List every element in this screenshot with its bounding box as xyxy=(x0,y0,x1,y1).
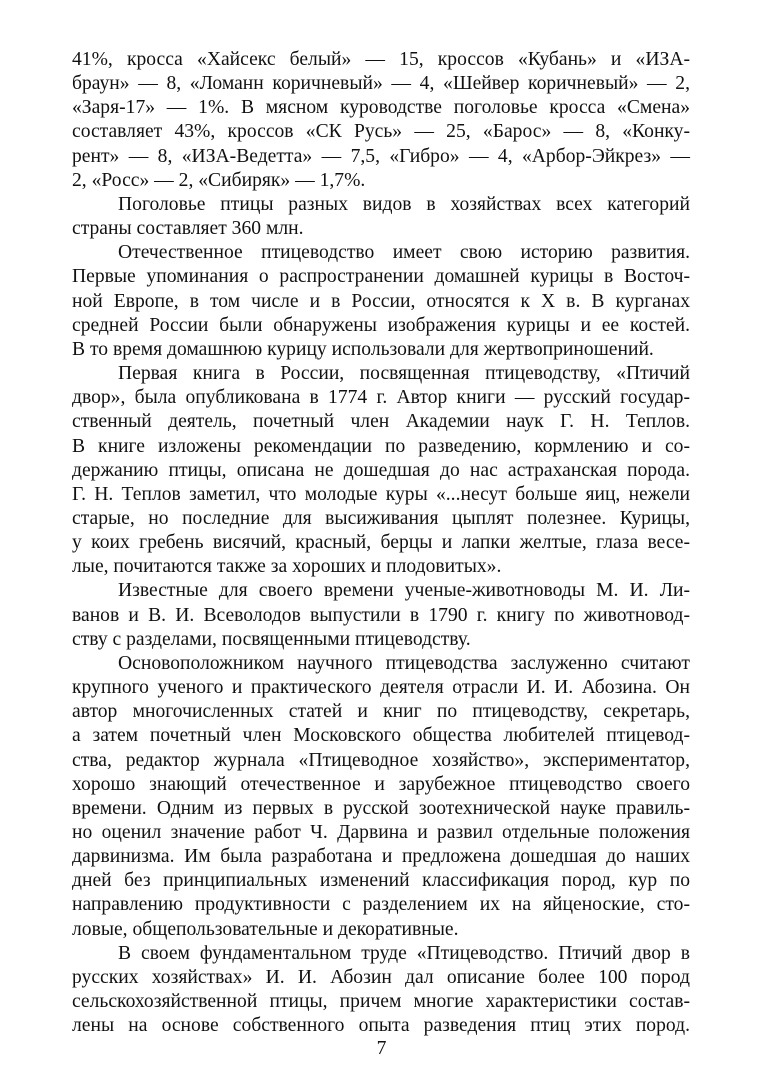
text-line: времени. Одним из первых в русской зоотехнической науке правиль- xyxy=(72,797,690,819)
text-line: держанию птицы, описана не дошедшая до нас астраханская порода. xyxy=(72,459,690,481)
text-line: дарвинизма. Им была разработана и предложена дошедшая до наших xyxy=(72,846,690,868)
text-line: а затем почетный член Московского общества любителей птицевод- xyxy=(72,725,690,747)
text-line: русских хозяйствах» И. И. Абозин дал описание более 100 пород xyxy=(72,966,690,988)
page-number: 7 xyxy=(376,1038,387,1059)
text-line: ловые, общепользовательные и декоративные. xyxy=(72,918,459,940)
text-line: автор многочисленных статей и книг по птицеводству, секретарь, xyxy=(72,701,690,723)
text-line: браун» — 8, «Ломанн коричневый» — 4, «Шейвер коричневый» — 2, xyxy=(72,73,690,95)
text-line: старые, но последние для высиживания цыплят полезнее. Курицы, xyxy=(72,507,690,529)
text-line: но оценил значение работ Ч. Дарвина и развил отдельные положения xyxy=(72,822,690,843)
paragraph-3 xyxy=(72,241,690,362)
text-line: ванов и В. И. Всеволодов выпустили в 1790 г. книгу по животновод- xyxy=(72,604,690,626)
text-line: у коих гребень висячий, красный, берцы и лапки желтые, глаза весе- xyxy=(72,532,690,554)
text-line: составляет 43%, кроссов «СК Русь» — 25, «Барос» — 8, «Конку- xyxy=(72,121,690,143)
paragraph-5 xyxy=(72,579,690,651)
text-line: Г. Н. Теплов заметил, что молодые куры «...несут больше яиц, нежели xyxy=(72,483,690,505)
text-line: рент» — 8, «ИЗА-Ведетта» — 7,5, «Гибро» — 4, «Арбор-Эйкрез» — xyxy=(72,145,690,167)
text-line: лены на основе собственного опыта разведения птиц этих пород. xyxy=(72,1015,690,1037)
text-line: В книге изложены рекомендации по разведению, кормлению и со- xyxy=(72,435,690,457)
text-line: ству с разделами, посвященными птицеводству. xyxy=(72,628,471,650)
text-line: «Заря-17» — 1%. В мясном куроводстве поголовье кросса «Смена» xyxy=(72,97,690,119)
text-line: ственный деятель, почетный член Академии наук Г. Н. Теплов. xyxy=(72,411,690,433)
text-line: 2, «Росс» — 2, «Сибиряк» — 1,7%. xyxy=(72,169,366,191)
text-line: средней России были обнаружены изображения курицы и ее костей. xyxy=(72,314,690,336)
text-line: двор», была опубликована в 1774 г. Автор книги — русский государ- xyxy=(72,387,690,409)
paragraph-1 xyxy=(72,48,690,193)
text-line: ной Европе, в том числе и в России, относятся к X в. В курганах xyxy=(72,290,690,312)
text-line: В то время домашнюю курицу использовали для жертвоприношений. xyxy=(72,338,654,360)
text-line: 41%, кросса «Хайсекс белый» — 15, кроссов «Кубань» и «ИЗА- xyxy=(72,49,690,70)
document-page xyxy=(72,48,690,1038)
paragraph-4 xyxy=(72,362,690,579)
text-line: хорошо знающий отечественное и зарубежное птицеводство своего xyxy=(72,773,690,795)
text-line: Первые упоминания о распространении домашней курицы в Восточ- xyxy=(72,266,690,288)
text-line: В своем фундаментальном труде «Птицеводство. Птичий двор в xyxy=(118,942,690,964)
paragraph-6 xyxy=(72,652,690,942)
text-line: ства, редактор журнала «Птицеводное хозяйство», экспериментатор, xyxy=(72,749,690,771)
text-line: лые, почитаются также за хороших и плодовитых». xyxy=(72,556,502,578)
text-line: Известные для своего времени ученые-животноводы М. И. Ли- xyxy=(118,580,690,602)
paragraph-2 xyxy=(72,193,690,241)
text-line: Отечественное птицеводство имеет свою историю развития. xyxy=(118,242,690,264)
paragraph-7 xyxy=(72,942,690,1039)
text-line: дней без принципиальных изменений классификация пород, кур по xyxy=(72,870,690,892)
text-line: крупного ученого и практического деятеля отрасли И. И. Абозина. Он xyxy=(72,677,690,699)
text-line: Основоположником научного птицеводства заслуженно считают xyxy=(118,652,690,674)
text-line: сельскохозяйственной птицы, причем многие характеристики состав- xyxy=(72,991,690,1013)
text-line: Поголовье птицы разных видов в хозяйствах всех категорий xyxy=(118,193,690,215)
text-line: направлению продуктивности с разделением их на яйценоские, сто- xyxy=(72,894,690,916)
text-line: Первая книга в России, посвященная птицеводству, «Птичий xyxy=(118,363,690,385)
text-line: страны составляет 360 млн. xyxy=(72,218,304,240)
